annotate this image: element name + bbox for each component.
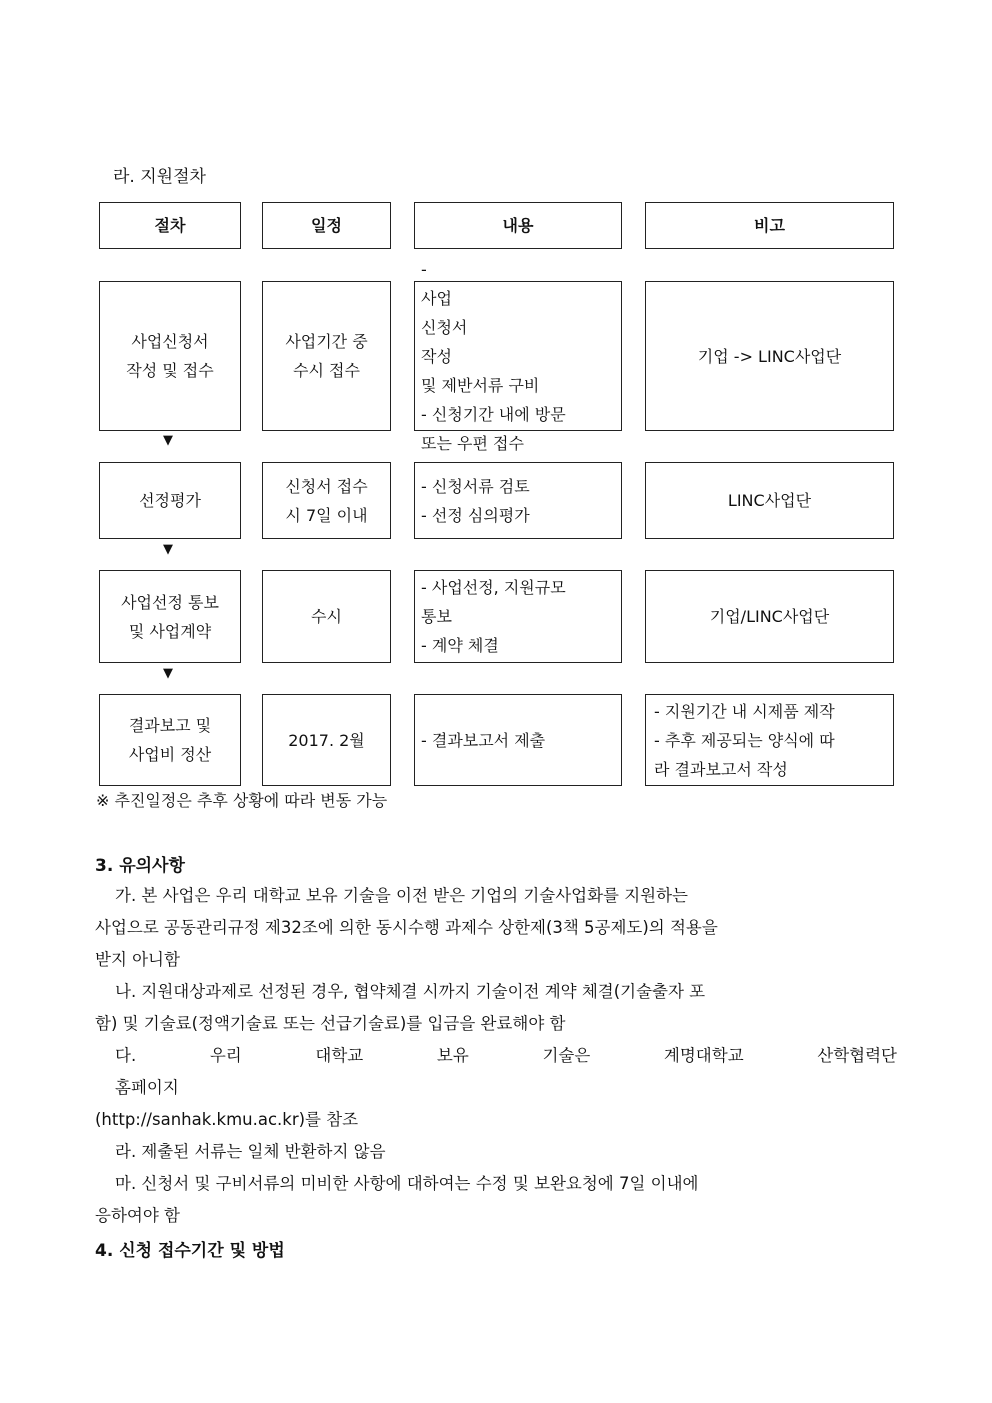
section-subtitle: 라. 지원절차: [113, 167, 206, 187]
item-line: 사업으로 공동관리규정 제32조에 의한 동시수행 과제수 상한제(3책 5공제도)의 적용을: [95, 918, 718, 937]
schedule-note: ※ 추진일정은 추후 상황에 따라 변동 가능: [96, 791, 388, 810]
step-line: 및 사업계약: [128, 621, 212, 641]
item-line: 받지 아니함: [95, 950, 180, 969]
schedule-line: 2017. 2월: [288, 730, 365, 750]
remark-line: 기업 -> LINC사업단: [697, 346, 842, 366]
content-word: 신청서: [421, 317, 468, 337]
content-word: 작성: [421, 346, 452, 366]
remark-box: [645, 694, 894, 786]
content-box: [414, 570, 622, 663]
remark-line: 라 결과보고서 작성: [654, 759, 788, 779]
item-line: 가. 본 사업은 우리 대학교 보유 기술을 이전 받은 기업의 기술사업화를 지원하는: [115, 886, 688, 905]
item-link-line: (http://sanhak.kmu.ac.kr)를 참조: [95, 1110, 359, 1129]
content-box: [414, 694, 622, 786]
section4-title: 4. 신청 접수기간 및 방법: [95, 1241, 285, 1261]
content-line: - 선정 심의평가: [421, 505, 530, 525]
remark-line: - 지원기간 내 시제품 제작: [654, 701, 835, 721]
content-line: - 신청서류 검토: [421, 476, 530, 496]
step-line: 결과보고 및: [128, 716, 212, 735]
content-word: -: [421, 259, 427, 279]
content-box: [414, 259, 622, 453]
item-line: 라. 제출된 서류는 일체 반환하지 않음: [115, 1142, 386, 1161]
remark-box: [645, 462, 894, 539]
content-box: [414, 462, 622, 539]
down-arrow-icon: ▼: [163, 666, 173, 681]
remark-box: [645, 281, 894, 431]
remark-line: LINC사업단: [727, 491, 812, 510]
schedule-box: [262, 570, 391, 663]
header-step: 절차: [99, 202, 241, 249]
schedule-line: 수시 접수: [293, 361, 360, 380]
remark-line: 기업/LINC사업단: [709, 607, 830, 626]
content-line: - 계약 체결: [421, 636, 499, 655]
down-arrow-icon: ▼: [163, 542, 173, 557]
section3-body: [95, 880, 897, 1232]
step-box: [99, 462, 241, 539]
schedule-line: 수시: [311, 607, 342, 626]
step-line: 사업신청서: [131, 332, 209, 351]
item-line: 응하여야 함: [95, 1206, 180, 1225]
content-line: - 사업선정, 지원규모: [421, 578, 566, 597]
schedule-line: 시 7일 이내: [285, 505, 368, 525]
schedule-line: 신청서 접수: [285, 476, 368, 496]
content-line: 및 제반서류 구비: [421, 375, 540, 395]
step-box: [99, 281, 241, 431]
item-line: 마. 신청서 및 구비서류의 미비한 사항에 대하여는 수정 및 보완요청에 7일 이내에: [115, 1174, 699, 1193]
content-word: 사업: [421, 288, 452, 308]
step-line: 선정평가: [139, 491, 201, 510]
section3-title: 3. 유의사항: [95, 856, 185, 876]
content-line: [421, 255, 615, 371]
step-line: 사업선정 통보: [121, 592, 219, 612]
header-schedule: 일정: [262, 202, 391, 249]
step-box: [99, 694, 241, 786]
content-line: 통보: [421, 607, 452, 626]
schedule-box: [262, 694, 391, 786]
content-line: 또는 우편 접수: [421, 433, 524, 453]
content-line: - 결과보고서 제출: [421, 730, 546, 750]
down-arrow-icon: ▼: [163, 433, 173, 448]
item-line: 나. 지원대상과제로 선정된 경우, 협약체결 시까지 기술이전 계약 체결(기술출자 포: [115, 982, 706, 1001]
schedule-line: 사업기간 중: [285, 332, 368, 351]
step-line: 사업비 정산: [128, 745, 212, 764]
header-content: 내용: [414, 202, 622, 249]
schedule-box: [262, 281, 391, 431]
item-line: 함) 및 기술료(정액기술료 또는 선급기술료)를 입금을 완료해야 함: [95, 1014, 566, 1033]
header-remark: 비고: [645, 202, 894, 249]
step-box: [99, 570, 241, 663]
remark-line: - 추후 제공되는 양식에 따: [654, 730, 835, 750]
remark-box: [645, 570, 894, 663]
item-line: 다. 우리 대학교 보유 기술은 계명대학교 산학협력단 홈페이지: [115, 1046, 897, 1097]
schedule-box: [262, 462, 391, 539]
content-line: - 신청기간 내에 방문: [421, 404, 566, 424]
step-line: 작성 및 접수: [126, 361, 214, 380]
